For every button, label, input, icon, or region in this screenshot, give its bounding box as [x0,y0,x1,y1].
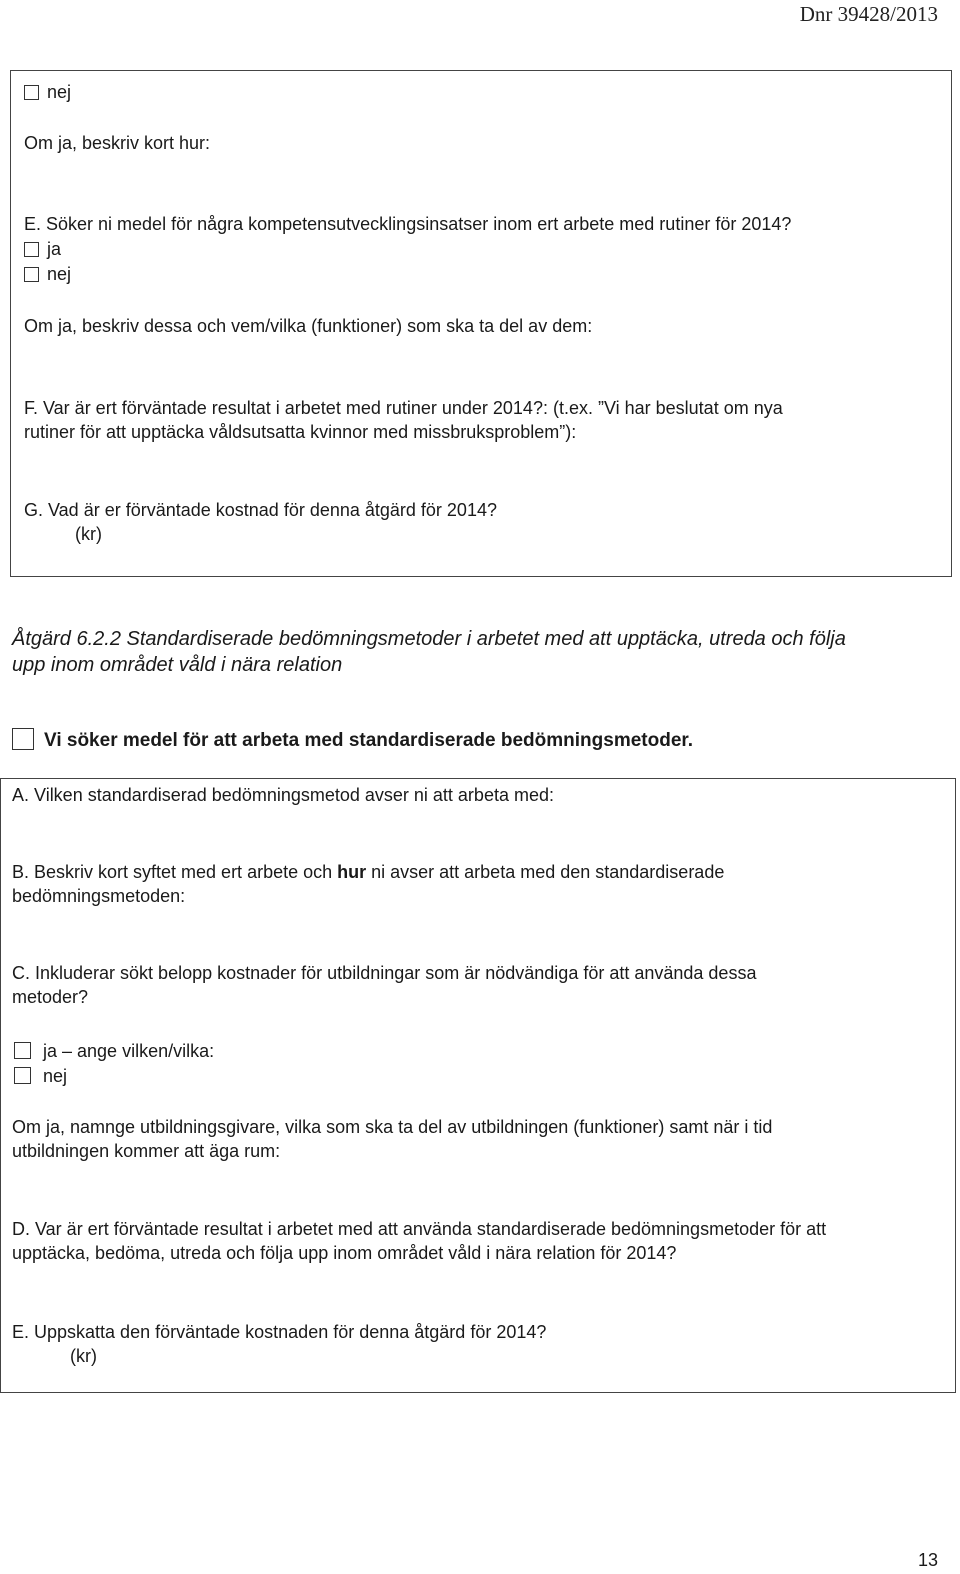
option-c-ja-label: ja – ange vilken/vilka: [43,1041,215,1061]
question-f-line2: rutiner för att upptäcka våldsutsatta kvinnor med missbruksproblem”): [24,422,577,442]
question-b-text-pre: B. Beskriv kort syftet med ert arbete och [12,862,338,882]
apply-standardized-methods [12,728,693,753]
option-e-nej-label: nej [47,264,72,284]
question-e-estimated-cost: E. Uppskatta den förväntade kostnaden för denna åtgärd för 2014? [12,1322,547,1342]
option-c-ja [14,1039,214,1063]
question-d-line2: upptäcka, bedöma, utreda och följa upp inom området våld i nära relation för 2014? [12,1243,677,1263]
describe-how-label: Om ja, beskriv kort hur: [24,133,211,153]
section-heading-line1: Åtgärd 6.2.2 Standardiserade bedömningsmetoder i arbetet med att upptäcka, utreda och följa [12,628,846,650]
option-e-ja-label: ja [47,239,62,259]
question-b-text-post: ni avser att arbeta med den standardiserade [366,862,725,882]
question-b-line2: bedömningsmetoden: [12,886,186,906]
apply-standardized-methods-label: Vi söker medel för att arbeta med standardiserade bedömningsmetoder. [44,730,694,751]
option-c-nej [14,1064,67,1088]
question-c-line1: C. Inkluderar sökt belopp kostnader för utbildningar som är nödvändiga för att använda dessa [12,963,757,983]
checkbox-c-ja[interactable] [14,1042,31,1059]
option-nej-1-label: nej [47,82,72,102]
option-e-nej [24,262,71,286]
checkbox-e-ja[interactable] [24,242,39,257]
question-g-unit: (kr) [75,524,102,544]
page-number: 13 [917,1550,938,1570]
document-number: Dnr 39428/2013 [799,2,938,26]
checkbox-c-nej[interactable] [14,1067,31,1084]
option-e-ja [24,237,61,261]
checkbox-nej-1[interactable] [24,85,39,100]
question-c-line2: metoder? [12,987,89,1007]
question-d-line1: D. Var är ert förväntade resultat i arbetet med att använda standardiserade bedömningsmetoder för att [12,1219,827,1239]
checkbox-e-nej[interactable] [24,267,39,282]
question-g-cost: G. Vad är er förväntade kostnad för denna åtgärd för 2014? [24,500,497,520]
question-b-line1 [12,860,724,884]
question-b-bold-how: hur [337,862,367,882]
checkbox-apply-standardized-methods[interactable] [12,728,34,750]
question-e-unit: (kr) [70,1346,97,1366]
option-c-nej-label: nej [43,1066,68,1086]
question-e-describe: Om ja, beskriv dessa och vem/vilka (funktioner) som ska ta del av dem: [24,316,593,336]
question-c-training-line1: Om ja, namnge utbildningsgivare, vilka som ska ta del av utbildningen (funktioner) samt när i tid [12,1117,773,1137]
question-a-method: A. Vilken standardiserad bedömningsmetod avser ni att arbeta med: [12,785,554,805]
section-heading-line2: upp inom området våld i nära relation [12,654,343,676]
option-nej-1 [24,80,71,104]
question-f-line1: F. Var är ert förväntade resultat i arbetet med rutiner under 2014?: (t.ex. ”Vi har beslutat om nya [24,398,783,418]
question-e-competence: E. Söker ni medel för några kompetensutvecklingsinsatser inom ert arbete med rutiner för 2014? [24,214,792,234]
question-c-training-line2: utbildningen kommer att äga rum: [12,1141,281,1161]
